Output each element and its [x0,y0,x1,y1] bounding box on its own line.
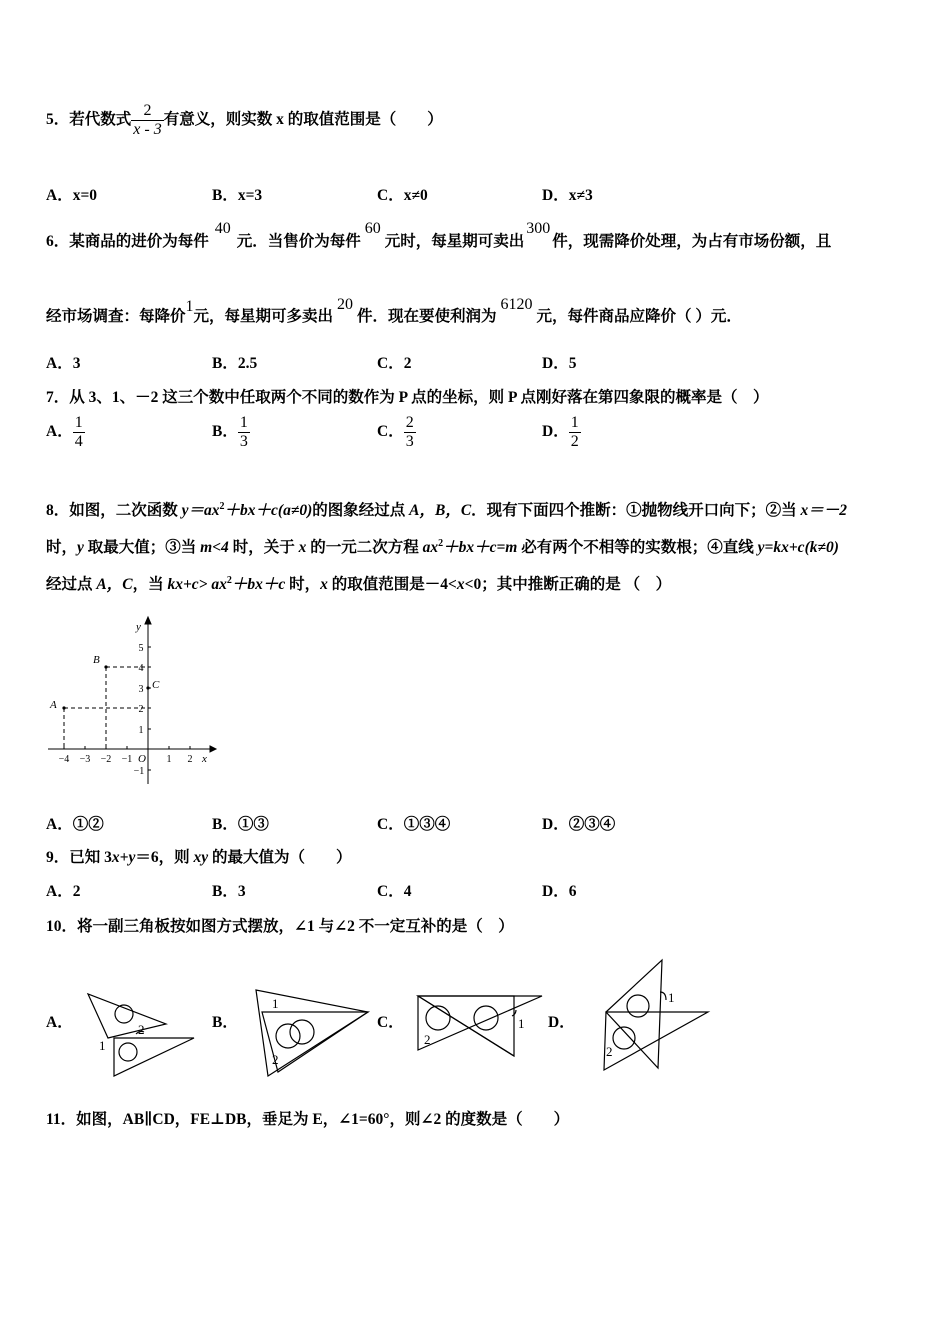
angle-1-label: 1 [99,1038,106,1053]
q8-text: 经过点 [46,576,97,594]
q8-math: ＋bx＋c [231,576,286,594]
option-text: x=0 [72,187,98,204]
option-text: 3 [72,355,81,372]
option-fraction [404,414,416,451]
x-axis-arrow [210,746,216,752]
q5-option-d[interactable] [542,186,593,206]
frac-num: 1 [239,414,248,431]
option-letter: A． [46,187,73,204]
y-tick-label: 3 [138,684,144,695]
q8-text: 时，关于 [228,539,299,557]
q10-option-a[interactable] [46,1013,73,1033]
x-axis-label: x [202,753,207,765]
q8-math: x [320,576,328,594]
q7-stem: 7．从 3、1、－2 这三个数中任取两个不同的数作为 P 点的坐标，则 P 点刚好落在第四象限的概率是（ ） [46,389,769,406]
q9-text: 的最大值为（ ） [208,849,352,866]
q8-math: ＋bx＋c=m [443,539,518,557]
option-text: 2 [403,355,412,372]
q6-text: 元，每件商品应降价（ ）元． [536,308,742,325]
y-tick-label: 2 [138,704,144,715]
option-letter: D． [548,1014,575,1031]
option-text: 3 [237,883,246,900]
q8-option-a[interactable] [46,815,104,835]
option-letter: A． [46,1014,73,1031]
q8-option-b[interactable] [212,815,269,835]
q8-line-1 [46,497,847,521]
frac-den: 3 [239,433,248,450]
q10-figure-b [250,984,374,1080]
option-text: ①② [72,816,104,833]
angle-1-label: 1 [518,1016,525,1031]
q10-figure-c [414,990,548,1060]
x-tick-label: −4 [58,754,70,765]
plate-hole [613,1027,635,1049]
q6-num-1: 1 [185,298,194,315]
q7-option-c[interactable] [377,414,416,451]
q8-text: 的取值范围是－4< [327,576,457,594]
q5-stem-post: 有意义，则实数 x 的取值范围是（ ） [163,111,443,129]
option-letter: D． [542,816,569,833]
q10-option-d[interactable] [548,1013,575,1033]
q7-option-d[interactable] [542,414,581,451]
option-text: 5 [568,355,577,372]
q6-option-c[interactable] [377,354,411,374]
q8-math: ＋bx＋c(a≠0) [224,502,313,520]
q6-line-1 [46,220,832,252]
frac-num: 1 [570,414,579,431]
q8-line-2 [46,534,839,558]
q8-option-d[interactable] [542,815,615,835]
q10-stem: 10．将一副三角板按如图方式摆放，∠1 与∠2 不一定互补的是（ ） [46,918,514,935]
angle-2-label: 2 [606,1044,613,1059]
angle-1-label: 1 [668,990,675,1005]
option-letter: A． [46,423,73,441]
q8-line-3 [46,571,671,595]
y-tick-label: 5 [138,643,144,654]
point-a [62,706,65,709]
q6-text: 元时，每星期可卖出 [384,233,525,250]
x-tick-label: −1 [121,754,133,765]
q8-math: y＝ax [181,502,220,520]
option-text: ②③④ [568,816,616,833]
q6-text: 件，现需降价处理，为占有市场份额，且 [552,233,832,250]
y-axis-arrow [145,617,151,624]
label-a: A [50,699,57,711]
frac-num: 2 [405,414,414,431]
triangle-plate [88,994,166,1038]
q8-text: 的一元二次方程 [306,539,423,557]
frac-den: 3 [405,433,414,450]
q6-num-20: 20 [337,296,354,313]
q6-num-6120: 6120 [500,296,533,313]
q8-text: 时， [285,576,321,594]
q10-figure-d [600,956,712,1074]
x-tick-label: 1 [166,754,172,765]
option-letter: D． [542,883,569,900]
y-tick-label: 4 [138,663,144,674]
q8-math: y [77,539,84,557]
angle-2-label: 2 [424,1032,431,1047]
option-letter: C． [377,423,404,441]
option-letter: B． [212,816,238,833]
point-b [104,665,107,668]
q8-text: ，当 [132,576,168,594]
q10-option-c[interactable] [377,1013,404,1033]
option-text: 6 [568,883,577,900]
q8-sup: 2 [438,538,444,549]
plate-hole [276,1024,300,1048]
triangle-plate [606,960,662,1068]
q8-math: ax [422,539,439,557]
y-tick-label: 1 [138,725,144,736]
q6-text: 6．某商品的进价为每件 [46,233,209,250]
q5-fraction [131,102,163,139]
plate-hole [474,1006,498,1030]
y-axis-label: y [136,621,141,633]
plate-hole [290,1020,314,1044]
angle-2-label: 2 [138,1022,145,1037]
option-letter: C． [377,355,404,372]
q9-option-c[interactable] [377,882,411,902]
q6-text: 经市场调查：每降价 [46,308,186,325]
q8-math: x [298,539,307,557]
q8-math: A，C [96,576,133,594]
q9-option-b[interactable] [212,882,246,902]
label-c: C [152,679,160,691]
q6-text: 元．当售价为每件 [236,233,361,250]
option-letter: A． [46,816,73,833]
option-text: 2.5 [237,355,258,372]
q8-text: 时， [46,539,78,557]
option-letter: D． [542,187,569,204]
option-text: ①③④ [403,816,451,833]
q8-math: kx+c> ax [167,576,227,594]
option-letter: D． [542,355,569,372]
angle-1-label: 1 [272,996,279,1011]
frac-num: 1 [74,414,83,431]
option-letter: B． [212,883,238,900]
q5-stem [46,102,443,139]
option-text: x≠3 [568,187,593,204]
q6-text: 件．现在要使利润为 [357,308,497,325]
option-fraction [238,414,250,451]
q8-text: 必有两个不相等的实数根；④直线 [517,539,758,557]
q9-text: 9．已知 3 [46,849,112,866]
option-text: ①③ [237,816,269,833]
q8-text: <0；其中推断正确的是 （ ） [464,576,672,594]
option-letter: B． [212,355,238,372]
q8-math: x [456,576,465,594]
point-c [146,686,149,689]
q10-figure-a [84,988,200,1078]
q8-math: x＝－2 [800,502,848,520]
q8-sup: 2 [226,575,232,586]
option-letter: B． [212,423,238,441]
option-text: 2 [72,883,81,900]
x-tick-label: −3 [79,754,91,765]
option-fraction [73,414,85,451]
option-letter: C． [377,883,404,900]
q9-math: xy [193,849,209,866]
q5-option-b[interactable] [212,186,262,206]
q6-num-40: 40 [214,220,231,237]
q6-num-300: 300 [526,220,551,237]
plate-hole [426,1006,450,1030]
x-tick-label: −2 [100,754,112,765]
option-letter: A． [46,883,73,900]
q9-stem [46,848,352,868]
option-letter: B． [212,1014,238,1031]
origin-label: O [138,753,146,765]
q6-option-b[interactable] [212,354,257,374]
plate-hole [627,995,649,1017]
q8-text: ．现有下面四个推断：①抛物线开口向下；②当 [471,502,801,520]
q6-option-a[interactable] [46,354,80,374]
option-letter: B． [212,187,238,204]
y-tick-label: −1 [133,766,145,777]
q6-line-2 [46,296,742,327]
q7-option-a[interactable] [46,414,85,451]
option-letter: A． [46,355,73,372]
q5-option-a[interactable] [46,186,97,206]
q9-option-a[interactable] [46,882,80,902]
q8-coordinate-graph [44,612,224,790]
q6-text: 元，每星期可多卖出 [193,308,334,325]
q6-option-d[interactable] [542,354,576,374]
q8-option-c[interactable] [377,815,450,835]
q8-text: 8．如图，二次函数 [46,502,182,520]
q8-sup: 2 [219,501,225,512]
frac-den: 4 [74,433,83,450]
plate-hole [119,1043,137,1061]
option-fraction [569,414,581,451]
q9-option-d[interactable] [542,882,576,902]
q8-math: y=kx+c(k≠0) [757,539,839,557]
q6-num-60: 60 [364,220,381,237]
q5-stem-pre: 5．若代数式 [46,111,132,129]
q8-math: m<4 [200,539,229,557]
q10-option-b[interactable] [212,1013,238,1033]
q5-frac-den: x - 3 [133,121,162,138]
option-letter: C． [377,816,404,833]
option-letter: C． [377,187,404,204]
angle-2-label: 2 [272,1052,279,1067]
option-letter: D． [542,423,569,441]
q5-option-c[interactable] [377,186,428,206]
q9-math: x+y [111,849,136,866]
dashed-guides [64,667,148,749]
label-b: B [93,654,100,666]
triangle-plate [604,1012,708,1070]
option-letter: C． [377,1014,404,1031]
q5-frac-num: 2 [143,102,152,119]
option-text: x=3 [237,187,263,204]
q7-option-b[interactable] [212,414,250,451]
x-tick-label: 2 [187,754,193,765]
q8-math: A，B，C [409,502,472,520]
q11-stem: 11．如图，AB∥CD，FE⊥DB，垂足为 E，∠1=60°，则∠2 的度数是（ ） [46,1111,570,1128]
q8-text: 取最大值；③当 [83,539,201,557]
q8-text: 的图象经过点 [312,502,410,520]
q9-text: ＝6，则 [135,849,194,866]
frac-den: 2 [570,433,579,450]
option-text: 4 [403,883,412,900]
option-text: x≠0 [403,187,428,204]
